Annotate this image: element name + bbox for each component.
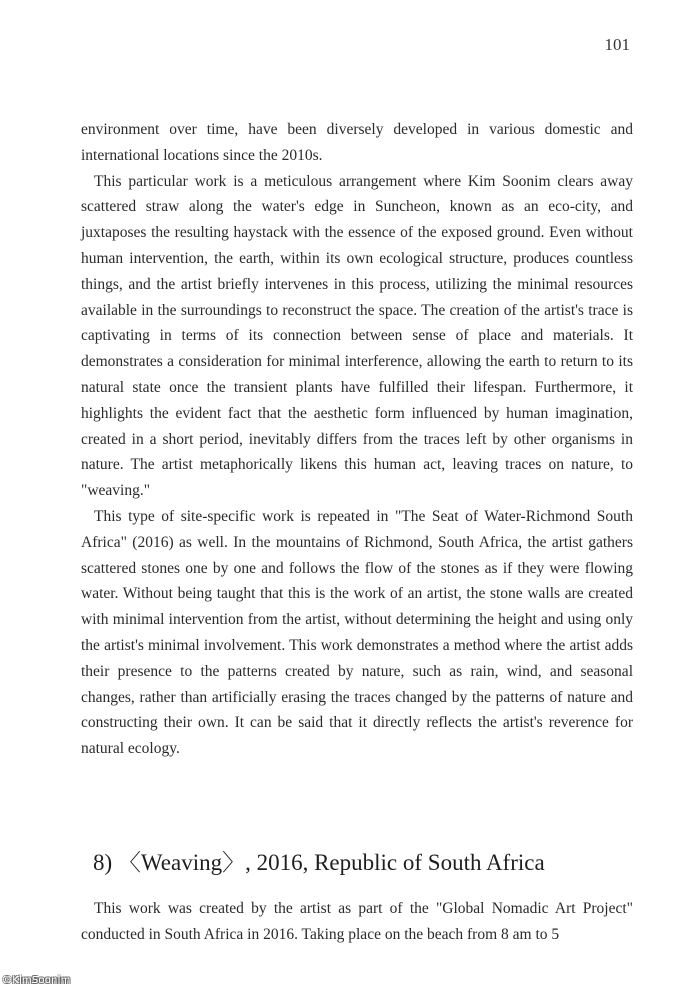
paragraph-weaving-intro: This work was created by the artist as part of the "Global Nomadic Art Project" conducted in South Africa in 2016. Taking place on the beach from 8 am to 5 <box>81 900 633 943</box>
section-text <box>81 896 633 948</box>
paragraph-continuation: environment over time, have been diversely developed in various domestic and international locations since the 2010s. <box>81 121 633 164</box>
section-heading: 8) 〈Weaving〉, 2016, Republic of South Africa <box>93 850 545 875</box>
body-text <box>81 117 633 762</box>
paragraph-richmond-work: This type of site-specific work is repeated in "The Seat of Water-Richmond South Africa" (2016) as well. In the mountains of Richmond, South Africa, the artist gathers scattered stones one by one and follows the flow of the stones as if they were flowing water. Without being taught that this is the work of an artist, the stone walls are created with minimal intervention from the artist, without determining the height and using only the artist's minimal involvement. This work demonstrates a method where the artist adds their presence to the patterns created by nature, such as rain, wind, and seasonal changes, rather than artificially erasing the traces changed by the patterns of nature and constructing their own. It can be said that it directly reflects the artist's reverence for natural ecology. <box>81 507 633 758</box>
page-number: 101 <box>604 35 630 54</box>
copyright-watermark: ©KimSoonim <box>2 975 71 986</box>
paragraph-suncheon-work: This particular work is a meticulous arrangement where Kim Soonim clears away scattered straw along the water's edge in Suncheon, known as an eco-city, and juxtaposes the resulting haystack with the essence of the exposed ground. Even without human intervention, the earth, within its own ecological structure, produces countless things, and the artist briefly intervenes in this process, utilizing the minimal resources available in the surroundings to reconstruct the space. The creation of the artist's trace is captivating in terms of its connection between sense of place and materials. It demonstrates a consideration for minimal interference, allowing the earth to return to its natural state once the transient plants have fulfilled their lifespan. Furthermore, it highlights the evident fact that the aesthetic form influenced by human imagination, created in a short period, inevitably differs from the traces left by other organisms in nature. The artist metaphorically likens this human act, leaving traces on nature, to "weaving." <box>81 172 633 500</box>
